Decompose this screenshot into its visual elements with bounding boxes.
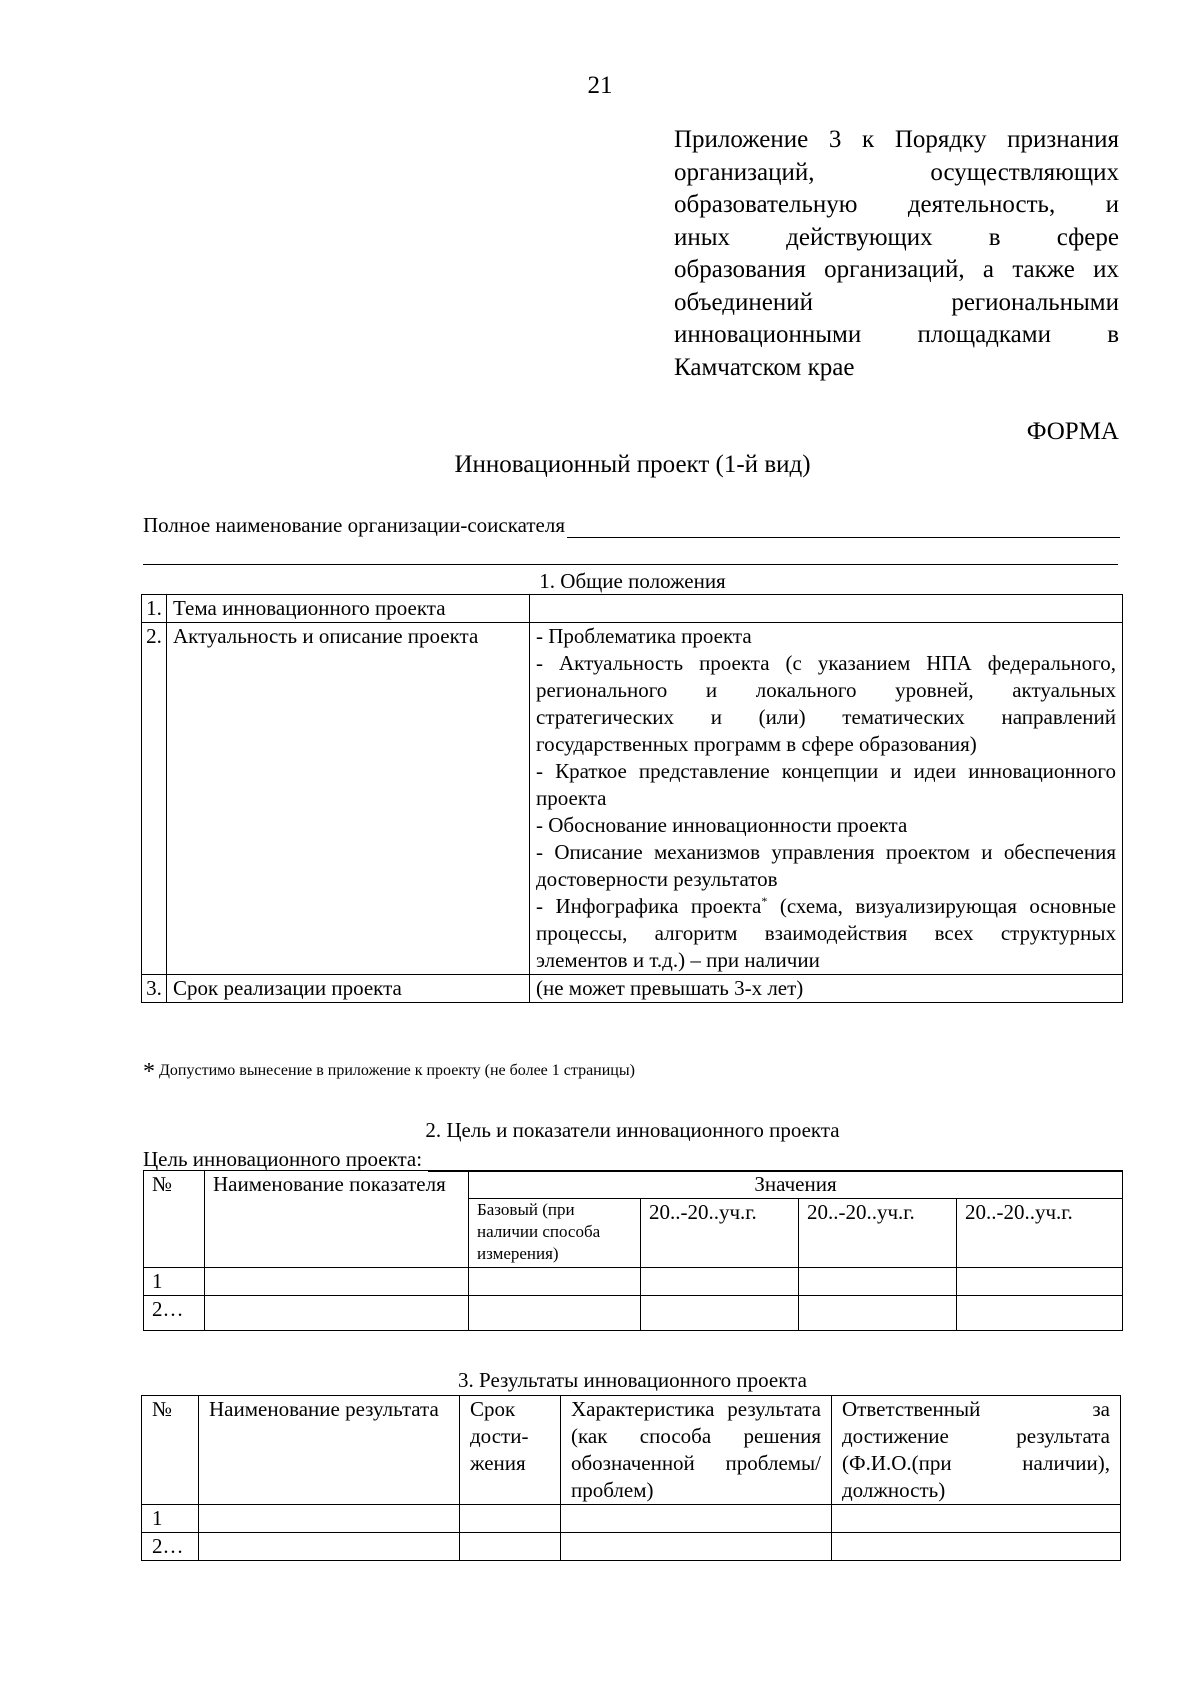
org-name-field [143,513,1120,538]
table-cell [469,1268,641,1296]
table-cell [799,1296,957,1331]
table-cell [460,1533,561,1561]
row-value: (не может превышать 3-х лет) [530,975,1123,1003]
desc-item-infographics [536,893,1116,974]
col-header-num: № [144,1171,205,1268]
table-header-row [144,1171,1123,1199]
col-header-name: Наименование результата [199,1396,460,1505]
row-value [530,595,1123,623]
row-description [530,623,1123,975]
desc-item-text: (схема, визуализирующая основные процессы, алгоритм взаимодействия всех структурных элементов и т.д.) – при наличии [536,894,1117,972]
row-name: Тема инновационного проекта [167,595,530,623]
appendix-line: объединений региональными [674,288,1119,316]
row-number: 2. [142,623,167,975]
table-row [142,623,1123,975]
desc-item: - Обоснование инновационности проекта [536,813,908,837]
table-cell [957,1296,1123,1331]
table-header-row [142,1396,1121,1505]
footnote-star: * [143,1059,155,1085]
table-cell [460,1505,561,1533]
footnote-mark: * [761,894,768,908]
general-provisions-table [141,594,1123,1003]
col-header-term: Срок дости- жения [460,1396,561,1505]
page-number: 21 [587,72,613,99]
desc-item: - Описание механизмов управления проектом и обеспечения достоверности результатов [536,840,1116,891]
appendix-line: Камчатском крае [674,353,855,381]
row-name: Актуальность и описание проекта [167,623,530,975]
document-title: Инновационный проект (1-й вид) [454,451,811,478]
goal-field [143,1147,1123,1172]
desc-item: - Актуальность проекта (с указанием НПА федерального, регионального и локального уровней, актуальных стратегических и (или) тематических направлений государственных программ в сфере образования) [536,651,1116,756]
table-row [142,1533,1121,1561]
col-header-responsible: Ответственный за достижение результата (Ф.И.О.(при наличии), должность) [832,1396,1121,1505]
footnote [143,1059,635,1086]
appendix-line: организаций, осуществляющих [674,158,1119,186]
table-cell [832,1533,1121,1561]
appendix-line: образования организаций, а также их [674,256,1119,283]
col-header-year: 20..-20..уч.г. [799,1199,957,1268]
table-cell [199,1505,460,1533]
row-number: 3. [142,975,167,1003]
table-row [142,595,1123,623]
table-cell [799,1268,957,1296]
col-header-characteristic: Характеристика результата (как способа решения обозначенной проблемы/проблем) [561,1396,832,1505]
table-cell [641,1296,799,1331]
section1-title: 1. Общие положения [539,569,726,593]
desc-item-text: - Инфографика проекта [536,894,762,918]
table-row [142,1505,1121,1533]
table-cell [469,1296,641,1331]
appendix-line: образовательную деятельность, и [674,191,1119,218]
results-table [141,1395,1121,1561]
indicators-table [143,1170,1123,1331]
row-name: Срок реализации проекта [167,975,530,1003]
row-number: 2… [144,1296,205,1331]
appendix-line: инновационными площадками в [674,321,1119,348]
table-cell [561,1533,832,1561]
table-cell [832,1505,1121,1533]
section3-title: 3. Результаты инновационного проекта [458,1368,807,1392]
desc-item: - Проблематика проекта [536,624,752,648]
table-row [144,1296,1123,1331]
form-label: ФОРМА [1026,418,1119,445]
row-number: 2… [142,1533,199,1561]
table-cell [561,1505,832,1533]
appendix-line: иных действующих в сфере [674,223,1119,251]
goal-label: Цель инновационного проекта: [143,1147,423,1171]
goal-blank [428,1151,1123,1172]
table-cell [199,1533,460,1561]
table-row [142,975,1123,1003]
col-header-year: 20..-20..уч.г. [641,1199,799,1268]
appendix-note [674,124,1119,384]
col-header-base: Базовый (при наличии способа измерения) [469,1199,641,1268]
row-number: 1 [142,1505,199,1533]
col-header-year: 20..-20..уч.г. [957,1199,1123,1268]
col-header-num: № [142,1396,199,1505]
org-name-blank [567,517,1120,538]
table-cell [205,1296,469,1331]
table-cell [957,1268,1123,1296]
footnote-text: Допустимо вынесение в приложение к проекту (не более 1 страницы) [159,1062,635,1079]
col-header-name: Наименование показателя [205,1171,469,1268]
table-row [144,1268,1123,1296]
col-header-values: Значения [469,1171,1123,1199]
row-number: 1 [144,1268,205,1296]
section2-title: 2. Цель и показатели инновационного проекта [425,1118,840,1142]
appendix-line: Приложение 3 к Порядку признания [674,126,1119,153]
org-name-blank-line [143,564,1118,565]
row-number: 1. [142,595,167,623]
desc-item: - Краткое представление концепции и идеи инновационного проекта [536,759,1116,810]
table-cell [641,1268,799,1296]
org-name-label: Полное наименование организации-соискателя [143,513,565,537]
table-cell [205,1268,469,1296]
